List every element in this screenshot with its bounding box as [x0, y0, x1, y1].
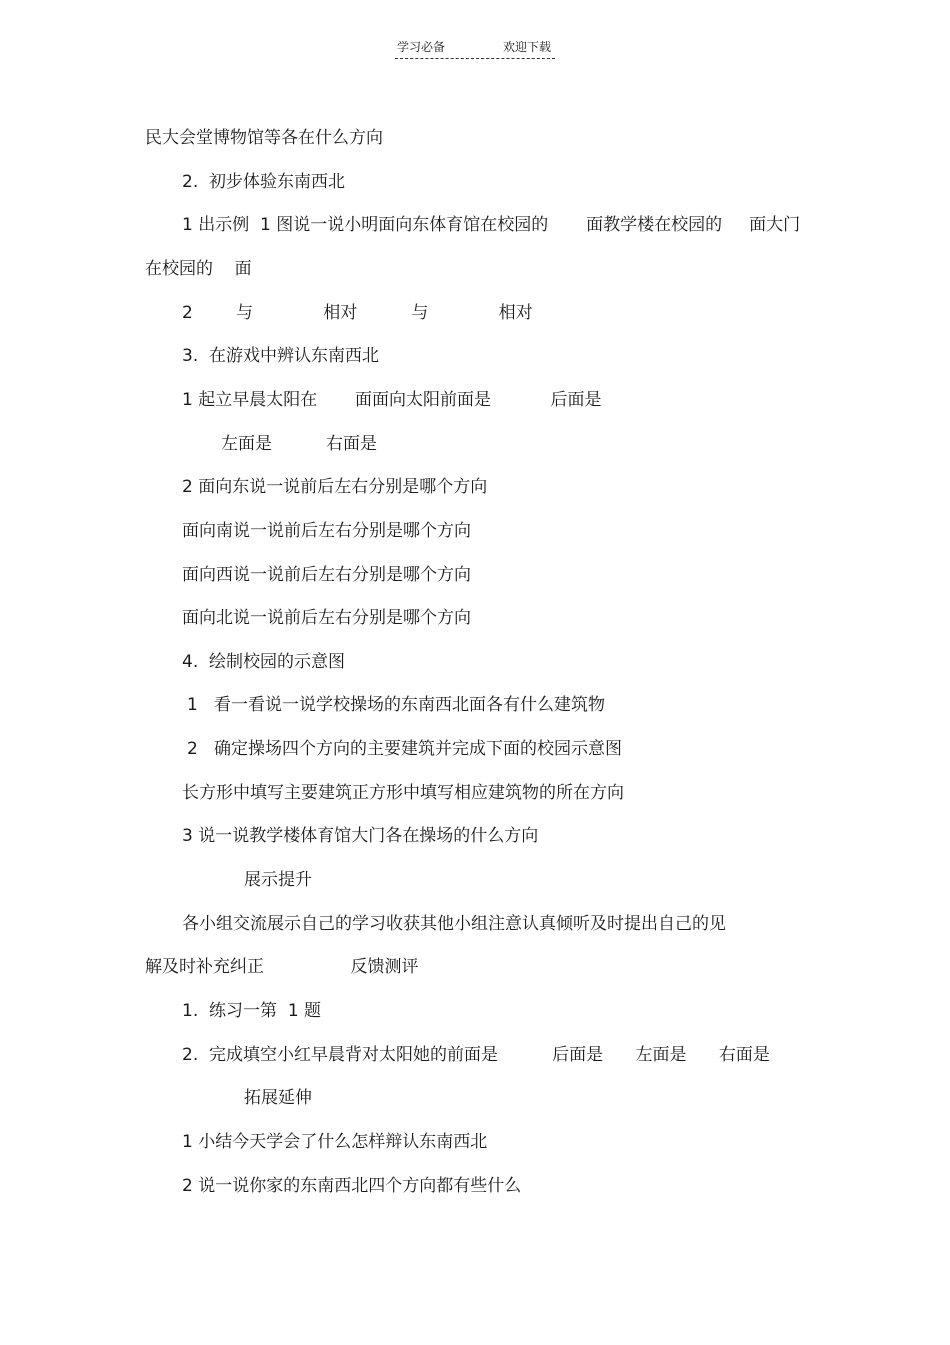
text-line: 左面是 右面是 — [221, 434, 378, 454]
section-heading: 拓展延伸 — [244, 1088, 312, 1108]
text-line: 2 面向东说一说前后左右分别是哪个方向 — [182, 477, 488, 497]
header-left-text: 学习必备 — [397, 40, 446, 54]
text-line: 1 起立早晨太阳在 面面向太阳前面是 后面是 — [182, 390, 602, 410]
text-line: 3 说一说教学楼体育馆大门各在操场的什么方向 — [182, 826, 539, 846]
text-line: 民大会堂博物馆等各在什么方向 — [145, 128, 383, 148]
section-heading: 2. 初步体验东南西北 — [182, 172, 346, 192]
section-heading: 3. 在游戏中辨认东南西北 — [182, 346, 380, 366]
text-line: 面向南说一说前后左右分别是哪个方向 — [182, 521, 471, 541]
page-header — [395, 40, 555, 59]
text-line: 面向北说一说前后左右分别是哪个方向 — [182, 608, 471, 628]
text-line: 1. 练习一第 1 题 — [182, 1001, 322, 1021]
text-line: 2. 完成填空小红早晨背对太阳她的前面是 后面是 左面是 右面是 — [182, 1045, 770, 1065]
text-line: 2 说一说你家的东南西北四个方向都有些什么 — [182, 1176, 522, 1196]
text-line: 1 小结今天学会了什么怎样辩认东南西北 — [182, 1132, 488, 1152]
header-right-text: 欢迎下载 — [503, 40, 552, 54]
text-line: 长方形中填写主要建筑正方形中填写相应建筑物的所在方向 — [182, 783, 624, 803]
section-heading: 展示提升 — [244, 870, 312, 890]
text-line: 解及时补充纠正 反馈测评 — [145, 957, 419, 977]
text-line: 1 看一看说一说学校操场的东南西北面各有什么建筑物 — [187, 695, 606, 715]
text-line: 2 确定操场四个方向的主要建筑并完成下面的校园示意图 — [187, 739, 623, 759]
text-line: 面向西说一说前后左右分别是哪个方向 — [182, 565, 471, 585]
text-line: 在校园的 面 — [145, 259, 252, 279]
text-line: 1 出示例 1 图说一说小明面向东体育馆在校园的 面教学楼在校园的 面大门 — [182, 215, 801, 235]
text-line: 2 与 相对 与 相对 — [182, 303, 533, 323]
text-line: 各小组交流展示自己的学习收获其他小组注意认真倾听及时提出自己的见 — [182, 914, 726, 934]
section-heading: 4. 绘制校园的示意图 — [182, 652, 346, 672]
